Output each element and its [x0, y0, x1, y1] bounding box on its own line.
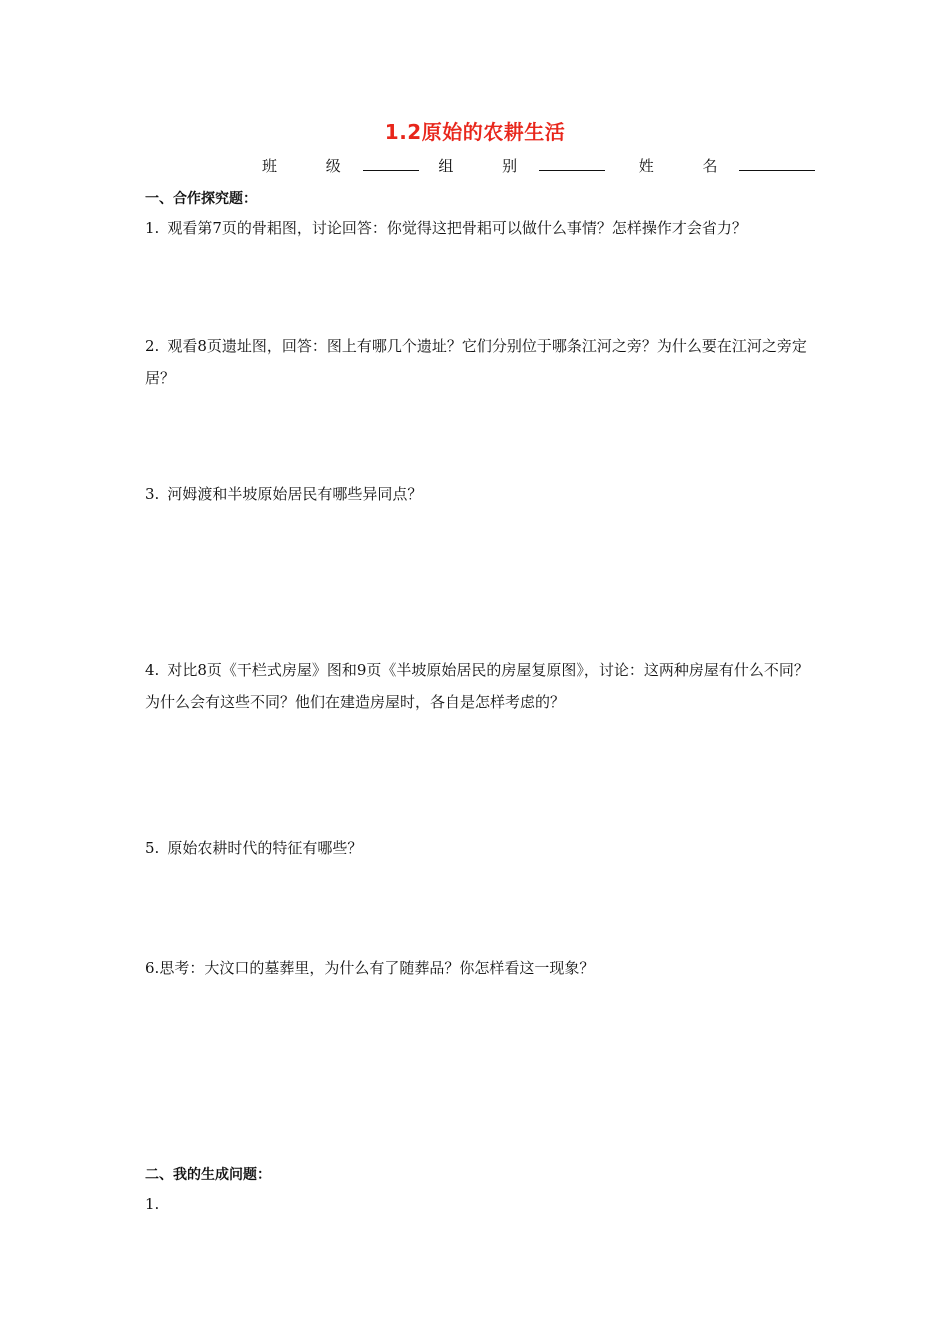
question-1	[145, 212, 810, 244]
question-text: 河姆渡和半坡原始居民有哪些异同点？	[167, 485, 423, 503]
question-number: 3.	[145, 485, 160, 503]
generated-question-1	[145, 1188, 810, 1220]
group-blank[interactable]	[539, 156, 605, 171]
question-5	[145, 832, 810, 864]
name-blank[interactable]	[739, 156, 815, 171]
question-number: 2.	[145, 337, 160, 355]
question-number: 4.	[145, 661, 160, 679]
question-number: 1.	[145, 1195, 160, 1213]
section1-heading: 一、合作探究题：	[145, 191, 257, 207]
question-6	[145, 952, 810, 984]
class-blank[interactable]	[363, 156, 419, 171]
section2-heading: 二、我的生成问题：	[145, 1167, 271, 1183]
group-label: 组 别	[438, 157, 540, 175]
question-text: 对比8页《干栏式房屋》图和9页《半坡原始居民的房屋复原图》，讨论：这两种房屋有什么不同？为什么会有这些不同？他们在建造房屋时，各自是怎样考虑的？	[145, 661, 809, 711]
question-4	[145, 654, 810, 718]
page-title: 1.2原始的农耕生活	[384, 120, 566, 144]
question-text: 思考：大汶口的墓葬里，为什么有了随葬品？你怎样看这一现象？	[159, 959, 595, 977]
question-number: 5.	[145, 839, 160, 857]
question-3	[145, 478, 810, 510]
question-text: 原始农耕时代的特征有哪些？	[167, 839, 363, 857]
question-2	[145, 330, 810, 394]
student-info-line	[262, 155, 815, 176]
question-text: 观看8页遗址图，回答：图上有哪几个遗址？它们分别位于哪条江河之旁？为什么要在江河之旁定居？	[145, 337, 807, 387]
question-number: 6.	[145, 959, 160, 977]
question-number: 1.	[145, 219, 160, 237]
class-label: 班 级	[262, 157, 363, 175]
name-label: 姓 名	[638, 157, 740, 175]
question-text: 观看第7页的骨耜图，讨论回答：你觉得这把骨耜可以做什么事情？怎样操作才会省力？	[167, 219, 747, 237]
